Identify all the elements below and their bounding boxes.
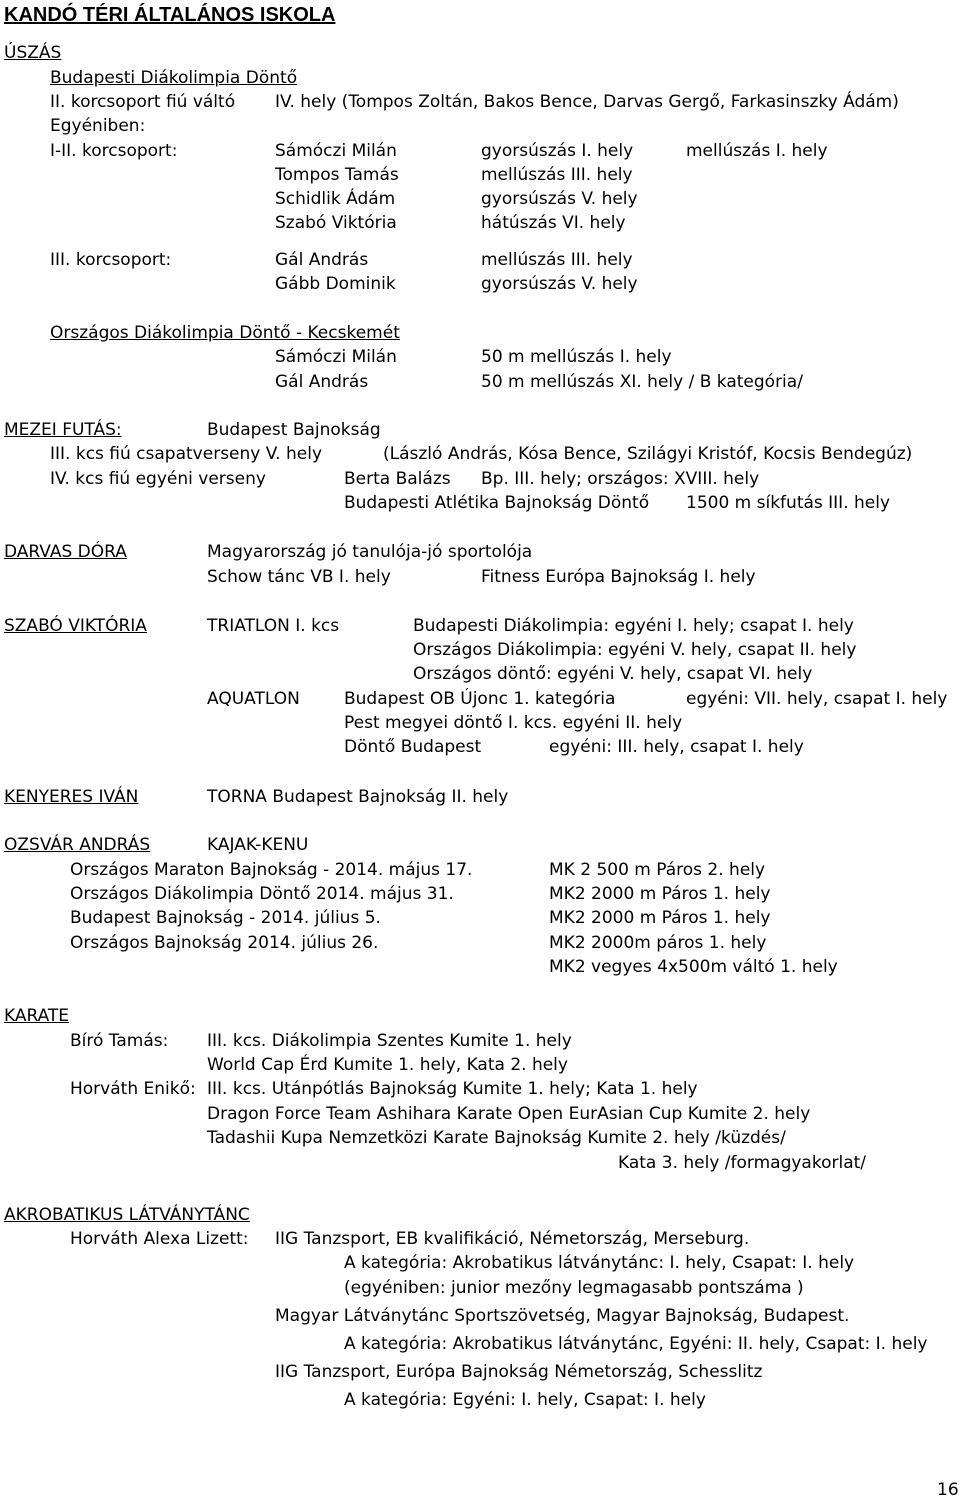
egyeniben-label: Egyéniben: (50, 116, 146, 136)
karate-result: III. kcs. Utánpótlás Bajnokság Kumite 1. hely; Kata 1. hely (207, 1079, 698, 1099)
mezei-line2-name: Berta Balázs (344, 469, 451, 489)
ozsvar-event: Országos Maraton Bajnokság - 2014. május 17. (70, 860, 473, 880)
valto-label: II. korcsoport fiú váltó (50, 92, 236, 112)
akrobatikus-detail: A kategória: Akrobatikus látványtánc, Egyéni: II. hely, Csapat: I. hely (344, 1334, 928, 1354)
swimmer-result: 50 m mellúszás XI. hely / B kategória/ (481, 372, 803, 392)
section-heading-mezei: MEZEI FUTÁS: (4, 420, 122, 440)
swimmer-name: Gál András (275, 250, 369, 270)
akrobatikus-detail: (egyéniben: junior mezőny legmagasabb pontszáma ) (344, 1278, 804, 1298)
swimmer-name: Sámóczi Milán (275, 347, 397, 367)
kcs3-label: III. korcsoport: (50, 250, 172, 270)
mezei-line2-result: Bp. III. hely; országos: XVIII. hely (481, 469, 760, 489)
darvas-line2b: Fitness Európa Bajnokság I. hely (481, 567, 756, 587)
page-title: KANDÓ TÉRI ÁLTALÁNOS ISKOLA (4, 4, 336, 26)
karate-result: World Cap Érd Kumite 1. hely, Kata 2. hely (207, 1055, 568, 1075)
ozsvar-event: Országos Diákolimpia Döntő 2014. május 31. (70, 884, 454, 904)
szabo-a3b: egyéni: III. hely, csapat I. hely (549, 737, 804, 757)
mezei-line3-event: Budapesti Atlétika Bajnokság Döntő (344, 493, 650, 513)
szabo-triatlon: TRIATLON I. kcs (207, 616, 340, 636)
karate-result: Kata 3. hely /formagyakorlat/ (618, 1153, 867, 1173)
karate-result: III. kcs. Diákolimpia Szentes Kumite 1. hely (207, 1031, 572, 1051)
ozsvar-result: MK2 2000 m Páros 1. hely (549, 884, 771, 904)
section-heading-uszas: ÚSZÁS (4, 43, 62, 63)
section-heading-akrobatikus: AKROBATIKUS LÁTVÁNYTÁNC (4, 1205, 250, 1225)
szabo-a3a: Döntő Budapest (344, 737, 482, 757)
subheading-budapest-diakolimpia: Budapesti Diákolimpia Döntő (50, 68, 298, 88)
szabo-t2: Országos Diákolimpia: egyéni V. hely, csapat II. hely (413, 640, 857, 660)
ozsvar-result: MK 2 500 m Páros 2. hely (549, 860, 766, 880)
swimmer-name: Sámóczi Milán (275, 141, 397, 161)
section-heading-darvas: DARVAS DÓRA (4, 542, 127, 562)
akrobatikus-event: IIG Tanzsport, Európa Bajnokság Németország, Schesslitz (275, 1362, 763, 1382)
valto-result: IV. hely (Tompos Zoltán, Bakos Bence, Darvas Gergő, Farkasinszky Ádám) (275, 92, 899, 112)
szabo-a2: Pest megyei döntő I. kcs. egyéni II. hely (344, 713, 683, 733)
swimmer-result: mellúszás III. hely (481, 250, 633, 270)
swimmer-result: gyorsúszás V. hely (481, 274, 638, 294)
szabo-a1a: Budapest OB Újonc 1. kategória (344, 689, 616, 709)
subheading-orszagos-diakolimpia: Országos Diákolimpia Döntő - Kecskemét (50, 323, 400, 343)
karate-result: Tadashii Kupa Nemzetközi Karate Bajnokság Kumite 2. hely /küzdés/ (207, 1128, 786, 1148)
ozsvar-result: MK2 vegyes 4x500m váltó 1. hely (549, 957, 838, 977)
section-heading-karate: KARATE (4, 1006, 70, 1026)
darvas-line2a: Schow tánc VB I. hely (207, 567, 391, 587)
karate-horvath-label: Horváth Enikő: (70, 1079, 196, 1099)
ozsvar-event: Országos Bajnokság 2014. július 26. (70, 933, 379, 953)
mezei-line1-label: III. kcs fiú csapatverseny V. hely (50, 444, 323, 464)
szabo-t3: Országos döntő: egyéni V. hely, csapat VI. hely (413, 664, 813, 684)
swimmer-name: Gább Dominik (275, 274, 396, 294)
ozsvar-result: MK2 2000 m Páros 1. hely (549, 908, 771, 928)
swimmer-name: Gál András (275, 372, 369, 392)
akrobatikus-event: IIG Tanzsport, EB kvalifikáció, Németország, Merseburg. (275, 1229, 750, 1249)
swimmer-name: Schidlik Ádám (275, 189, 396, 209)
kenyeres-line: TORNA Budapest Bajnokság II. hely (207, 787, 509, 807)
page-number: 16 (937, 1480, 959, 1500)
swimmer-result: gyorsúszás V. hely (481, 189, 638, 209)
akrobatikus-detail: A kategória: Egyéni: I. hely, Csapat: I. hely (344, 1390, 706, 1410)
karate-biro-label: Bíró Tamás: (70, 1031, 169, 1051)
mezei-event: Budapest Bajnokság (207, 420, 381, 440)
swimmer-result: gyorsúszás I. hely (481, 141, 634, 161)
ozsvar-event: Budapest Bajnokság - 2014. július 5. (70, 908, 381, 928)
szabo-t1: Budapesti Diákolimpia: egyéni I. hely; csapat I. hely (413, 616, 854, 636)
akrobatikus-detail: A kategória: Akrobatikus látványtánc: I. hely, Csapat: I. hely (344, 1253, 855, 1273)
swimmer-name: Tompos Tamás (275, 165, 399, 185)
section-heading-szabo: SZABÓ VIKTÓRIA (4, 616, 147, 636)
darvas-line1: Magyarország jó tanulója-jó sportolója (207, 542, 533, 562)
akrobatikus-event: Magyar Látványtánc Sportszövetség, Magyar Bajnokság, Budapest. (275, 1306, 850, 1326)
szabo-aquatlon: AQUATLON (207, 689, 300, 709)
section-heading-kenyeres: KENYERES IVÁN (4, 787, 139, 807)
kcs12-label: I-II. korcsoport: (50, 141, 178, 161)
section-heading-ozsvar: OZSVÁR ANDRÁS (4, 835, 151, 855)
swimmer-result: mellúszás III. hely (481, 165, 633, 185)
swimmer-name: Szabó Viktória (275, 213, 397, 233)
ozsvar-sport: KAJAK-KENU (207, 835, 309, 855)
szabo-a1b: egyéni: VII. hely, csapat I. hely (686, 689, 948, 709)
akrobatikus-name: Horváth Alexa Lizett: (70, 1229, 249, 1249)
swimmer-result: mellúszás I. hely (686, 141, 828, 161)
mezei-line1-names: (László András, Kósa Bence, Szilágyi Kristóf, Kocsis Bendegúz) (383, 444, 913, 464)
karate-result: Dragon Force Team Ashihara Karate Open EurAsian Cup Kumite 2. hely (207, 1104, 811, 1124)
mezei-line2-label: IV. kcs fiú egyéni verseny (50, 469, 266, 489)
ozsvar-result: MK2 2000m páros 1. hely (549, 933, 767, 953)
swimmer-result: 50 m mellúszás I. hely (481, 347, 672, 367)
swimmer-result: hátúszás VI. hely (481, 213, 626, 233)
mezei-line3-result: 1500 m síkfutás III. hely (686, 493, 891, 513)
